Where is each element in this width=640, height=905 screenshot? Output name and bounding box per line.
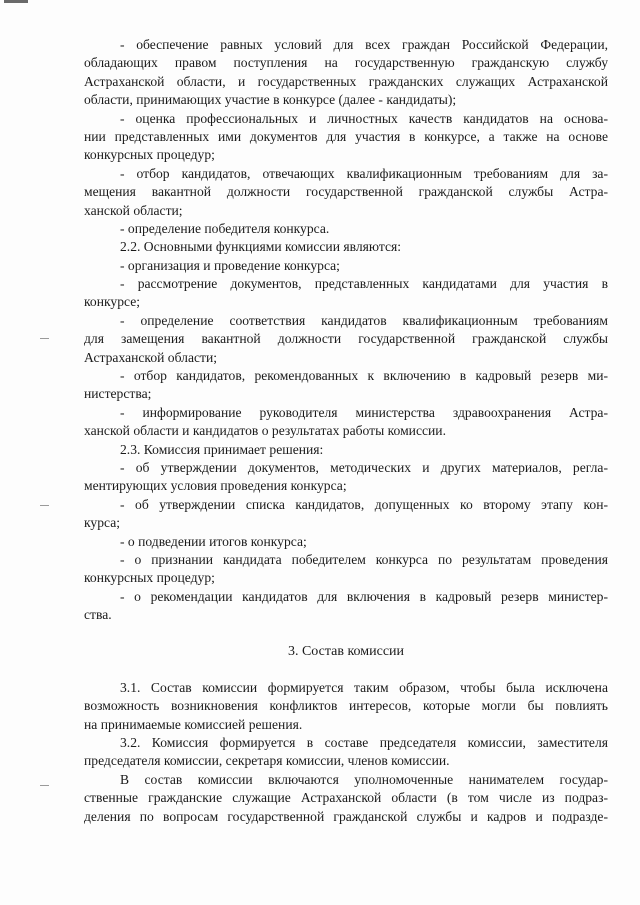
text-line: - об утверждении документов, методических и других материалов, регла- [120, 459, 608, 475]
text-line: - о подведении итогов конкурса; [120, 533, 307, 549]
text-line: Астраханской области; [84, 349, 218, 365]
text-line: - оценка профессиональных и личностных качеств кандидатов на основа- [120, 110, 608, 126]
text-line: нистерства; [84, 386, 152, 402]
margin-mark [40, 338, 49, 339]
spacer [84, 625, 608, 643]
text-line: для замещения вакантной должности государственной гражданской службы [84, 331, 608, 347]
section-2-text [84, 36, 608, 625]
text-line: 2.2. Основными функциями комиссии являются: [120, 239, 402, 255]
text-line: области, принимающих участие в конкурсе (далее - кандидаты); [84, 92, 457, 108]
text-line: конкурсе; [84, 294, 141, 310]
text-line: ментирующих условия проведения конкурса; [84, 478, 347, 494]
text-line: - отбор кандидатов, рекомендованных к включению в кадровый резерв ми- [120, 368, 608, 384]
text-line: конкурсных процедур; [84, 147, 215, 163]
text-line: нии представленных ими документов для участия в конкурсе, а также на основе [84, 128, 608, 144]
section-3-text [84, 679, 608, 826]
text-line: В состав комиссии включаются уполномоченные нанимателем государ- [120, 771, 608, 787]
text-line: 3.1. Состав комиссии формируется таким образом, чтобы была исключена [120, 679, 608, 695]
text-line: - рассмотрение документов, представленных кандидатами для участия в [120, 276, 608, 292]
text-line: - отбор кандидатов, отвечающих квалификационным требованиям для за- [120, 165, 608, 181]
text-line: - определение соответствия кандидатов квалификационным требованиям [120, 312, 608, 328]
text-line: деления по вопросам государственной гражданской службы и кадров и подразде- [84, 808, 608, 824]
text-line: - обеспечение равных условий для всех граждан Российской Федерации, [120, 37, 608, 52]
text-line: - определение победителя конкурса. [120, 220, 330, 236]
text-line: 3.2. Комиссия формируется в составе председателя комиссии, заместителя [120, 735, 608, 751]
text-line: на принимаемые комиссией решения. [84, 716, 303, 732]
text-line: ханской области и кандидатов о результатах работы комиссии. [84, 423, 446, 439]
scan-artifact [4, 0, 28, 3]
text-line: возможность возникновения конфликтов интересов, которые могли бы повлиять [84, 698, 608, 714]
text-line: ства. [84, 607, 112, 623]
text-line: 2.3. Комиссия принимает решения: [120, 441, 324, 457]
margin-mark [40, 785, 49, 786]
spacer [84, 661, 608, 679]
text-line: обладающих правом поступления на государственную гражданскую службу [84, 55, 608, 71]
text-line: - организация и проведение конкурса; [120, 257, 340, 273]
margin-mark [40, 505, 49, 506]
text-line: - об утверждении списка кандидатов, допущенных ко второму этапу кон- [120, 496, 608, 512]
text-line: ственные гражданские служащие Астраханской области (в том числе из подраз- [84, 790, 608, 806]
text-line: Астраханской области, и государственных гражданских служащих Астраханской [84, 73, 608, 89]
text-line: - информирование руководителя министерства здравоохранения Астра- [120, 404, 608, 420]
text-line: председателя комиссии, секретаря комиссии, членов комиссии. [84, 753, 450, 769]
section-heading: 3. Состав комиссии [287, 643, 405, 659]
text-line: курса; [84, 515, 121, 531]
text-line: мещения вакантной должности государственной гражданской службы Астра- [84, 184, 608, 200]
text-line: ханской области; [84, 202, 183, 218]
document-body [84, 36, 608, 826]
text-line: - о рекомендации кандидатов для включения в кадровый резерв министер- [120, 588, 608, 604]
text-line: конкурсных процедур; [84, 570, 215, 586]
text-line: - о признании кандидата победителем конкурса по результатам проведения [120, 551, 608, 567]
